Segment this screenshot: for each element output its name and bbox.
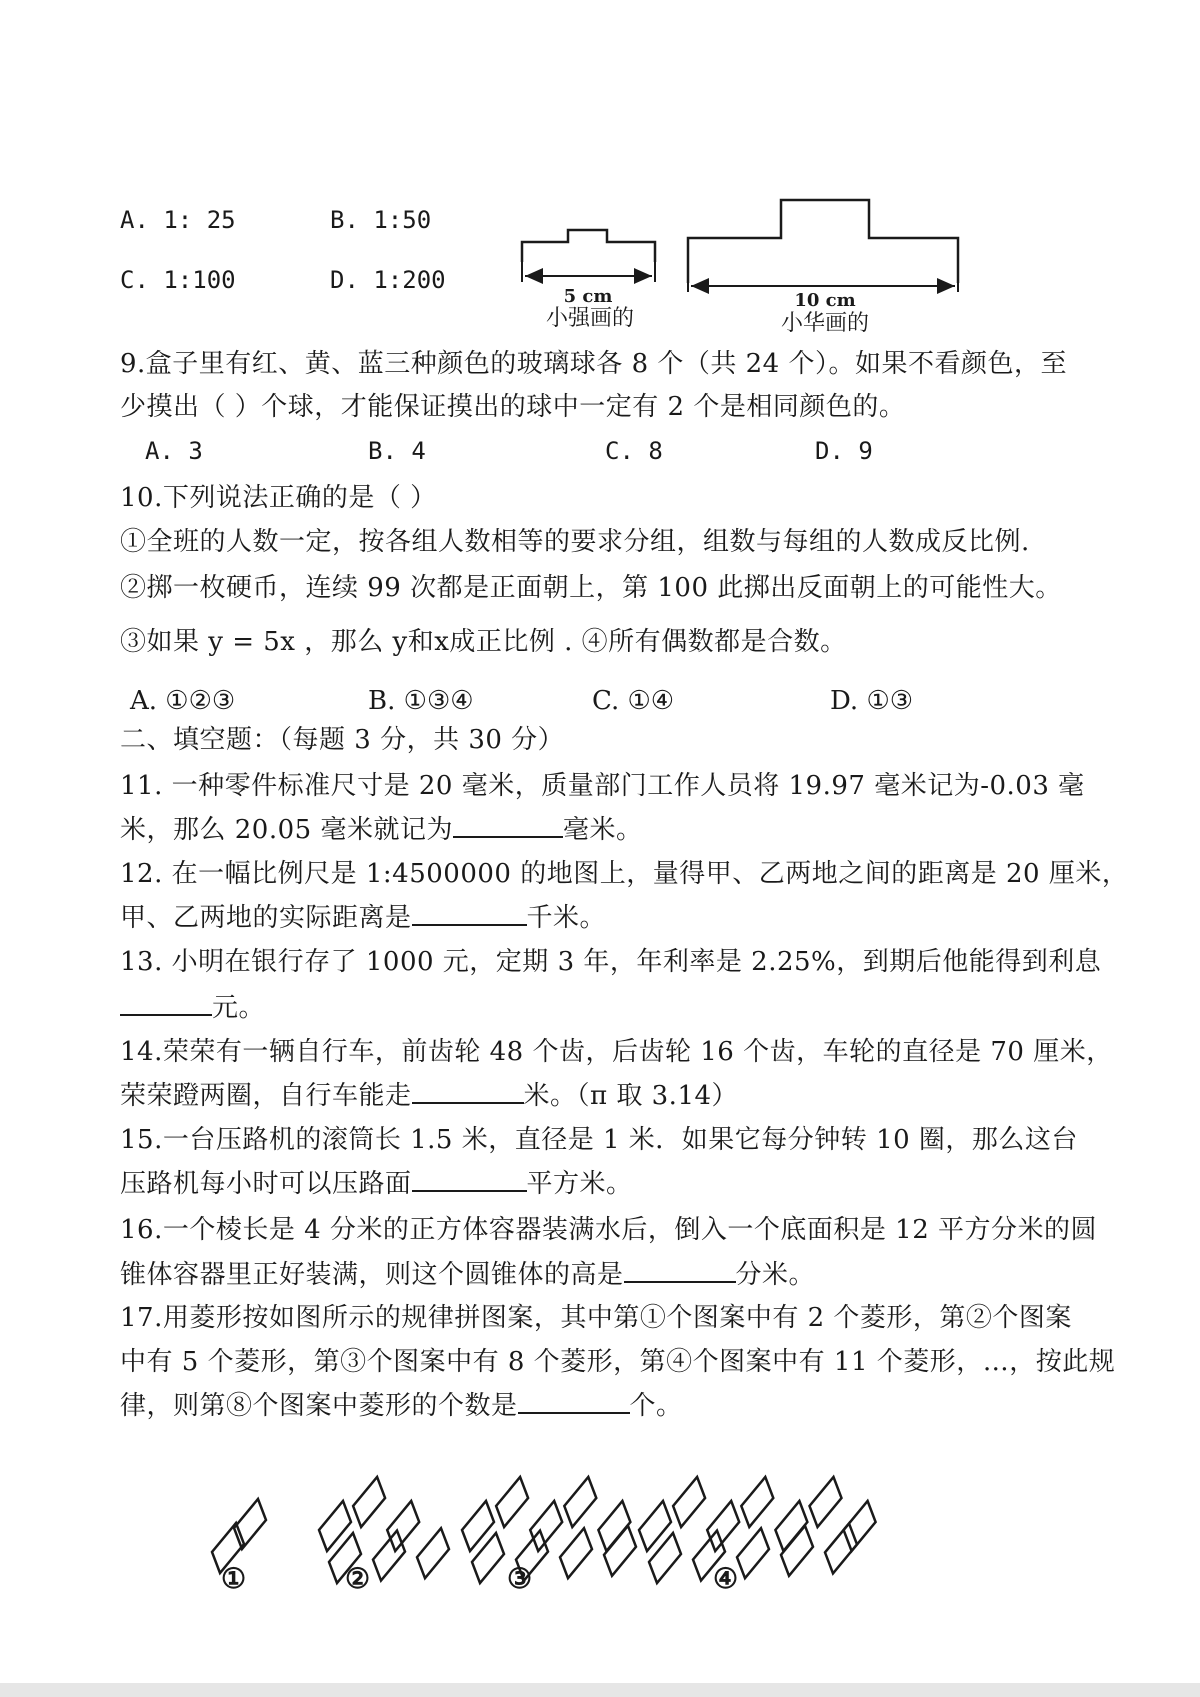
q11-line-2-text-a: 米，那么 20.05 毫米就记为 [120,815,453,845]
q17-line-3-text-b: 个。 [629,1391,683,1421]
q10-statement-1: ①全班的人数一定，按各组人数相等的要求分组，组数与每组的人数成反比例. [120,527,1030,557]
q10-option-d: D. ①③ [830,686,914,716]
q8-option-d: D. 1:200 [330,266,446,294]
page-bottom-edge [0,1683,1200,1697]
q11-line-1: 11. 一种零件标准尺寸是 20 毫米，质量部门工作人员将 19.97 毫米记为-0.03 毫 [120,771,1085,801]
pattern-label-1: ① [221,1562,247,1595]
rhombus-shape [319,1501,351,1551]
q16-answer-blank[interactable] [624,1259,736,1283]
q8-option-b: B. 1:50 [330,206,432,234]
q9-line-1: 9.盒子里有红、黄、蓝三种颜色的玻璃球各 8 个（共 24 个）。如果不看颜色，至 [120,349,1067,379]
q14-answer-blank[interactable] [412,1080,524,1104]
q10-statement-2: ②掷一枚硬币，连续 99 次都是正面朝上，第 100 此掷出反面朝上的可能性大。 [120,573,1062,603]
q14-line-1: 14.荣荣有一辆自行车，前齿轮 48 个齿，后齿轮 16 个齿，车轮的直径是 70 厘米， [120,1037,1113,1067]
q9-option-b: B. 4 [368,437,426,465]
q12-line-2-text-b: 千米。 [526,903,607,933]
q9-line-2: 少摸出（ ）个球，才能保证摸出的球中一定有 2 个是相同颜色的。 [120,392,906,422]
rhombus-shape [737,1528,769,1578]
rhombus-shape [564,1477,596,1527]
q14-line-2 [120,1079,738,1113]
q16-line-2 [120,1258,815,1292]
rhombus-shape [462,1501,494,1551]
small-figure-measure: 5 cm [563,286,613,307]
q8-option-a: A. 1: 25 [120,206,236,234]
pattern-label-2: ② [345,1562,371,1595]
q17-line-3-text-a: 律，则第⑧个图案中菱形的个数是 [120,1391,518,1421]
q10-option-c: C. ①④ [592,686,675,716]
q15-answer-blank[interactable] [412,1168,527,1192]
q11-line-2-text-b: 毫米。 [562,815,643,845]
q16-line-2-text-a: 锥体容器里正好装满，则这个圆锥体的高是 [120,1260,624,1290]
rhombus-shape [844,1501,876,1551]
q17-line-1: 17.用菱形按如图所示的规律拼图案，其中第①个图案中有 2 个菱形，第②个图案 [120,1303,1072,1333]
rhombus-shape [472,1533,504,1583]
pattern-label-3: ③ [507,1562,533,1595]
large-figure-shape [688,200,958,292]
q13-line-1: 13. 小明在银行存了 1000 元，定期 3 年，年利率是 2.25%，到期后他能得到利息 [120,947,1102,977]
q15-line-1: 15.一台压路机的滚筒长 1.5 米，直径是 1 米．如果它每分钟转 10 圈，那么这台 [120,1125,1078,1155]
q11-answer-blank[interactable] [453,814,563,838]
q17-line-2: 中有 5 个菱形，第③个图案中有 8 个菱形，第④个图案中有 11 个菱形，…，按此规 [120,1347,1116,1377]
q12-line-2 [120,901,606,935]
q10-statement-3: ③如果 y = 5x ，那么 y和x成正比例 . ④所有偶数都是合数。 [120,627,847,657]
q17-line-3 [120,1389,683,1423]
rhombus-shape [353,1477,385,1527]
rhombus-shape [639,1501,671,1551]
q17-answer-blank[interactable] [518,1390,630,1414]
small-figure-shape [522,230,655,282]
q15-line-2-text-a: 压路机每小时可以压路面 [120,1169,412,1199]
rhombus-shape [741,1477,773,1527]
rhombus-shape [496,1477,528,1527]
small-figure-caption: 小强画的 [545,306,634,331]
large-figure-measure: 10 cm [794,290,856,311]
q13-line-2-text-b: 元。 [212,993,266,1023]
q8-option-c: C. 1:100 [120,266,236,294]
q15-line-2-text-b: 平方米。 [526,1169,633,1199]
q9-option-c: C. 8 [605,437,663,465]
q9-option-d: D. 9 [815,437,873,465]
q9-option-a: A. 3 [145,437,203,465]
rhombus-shape [234,1499,266,1549]
q12-line-2-text-a: 甲、乙两地的实际距离是 [120,903,412,933]
q12-answer-blank[interactable] [412,902,527,926]
q10-option-a: A. ①②③ [130,686,236,716]
rhombus-shape [417,1528,449,1578]
rhombus-shape [649,1533,681,1583]
rhombus-shape [673,1477,705,1527]
q14-line-2-text-b: 米。（π 取 3.14） [523,1081,739,1111]
q11-line-2 [120,813,642,847]
q16-line-2-text-b: 分米。 [735,1260,816,1290]
q12-line-1: 12. 在一幅比例尺是 1:4500000 的地图上，量得甲、乙两地之间的距离是 20 厘米， [120,859,1129,889]
rhombus-shape [810,1477,842,1527]
q14-line-2-text-a: 荣荣蹬两圈，自行车能走 [120,1081,412,1111]
q15-line-2 [120,1167,633,1201]
q10-stem: 10.下列说法正确的是（ ） [120,483,437,513]
q13-line-2 [120,991,265,1025]
q16-line-1: 16.一个棱长是 4 分米的正方体容器装满水后，倒入一个底面积是 12 平方分米的圆 [120,1215,1098,1245]
q10-option-b: B. ①③④ [368,686,474,716]
large-figure-caption: 小华画的 [780,311,869,336]
section-2-heading: 二、填空题：（每题 3 分，共 30 分） [120,725,565,755]
pattern-label-4: ④ [713,1562,739,1595]
rhombus-shape [560,1528,592,1578]
q13-answer-blank[interactable] [120,992,212,1016]
q17-rhombus-pattern-figures [0,1440,1200,1610]
